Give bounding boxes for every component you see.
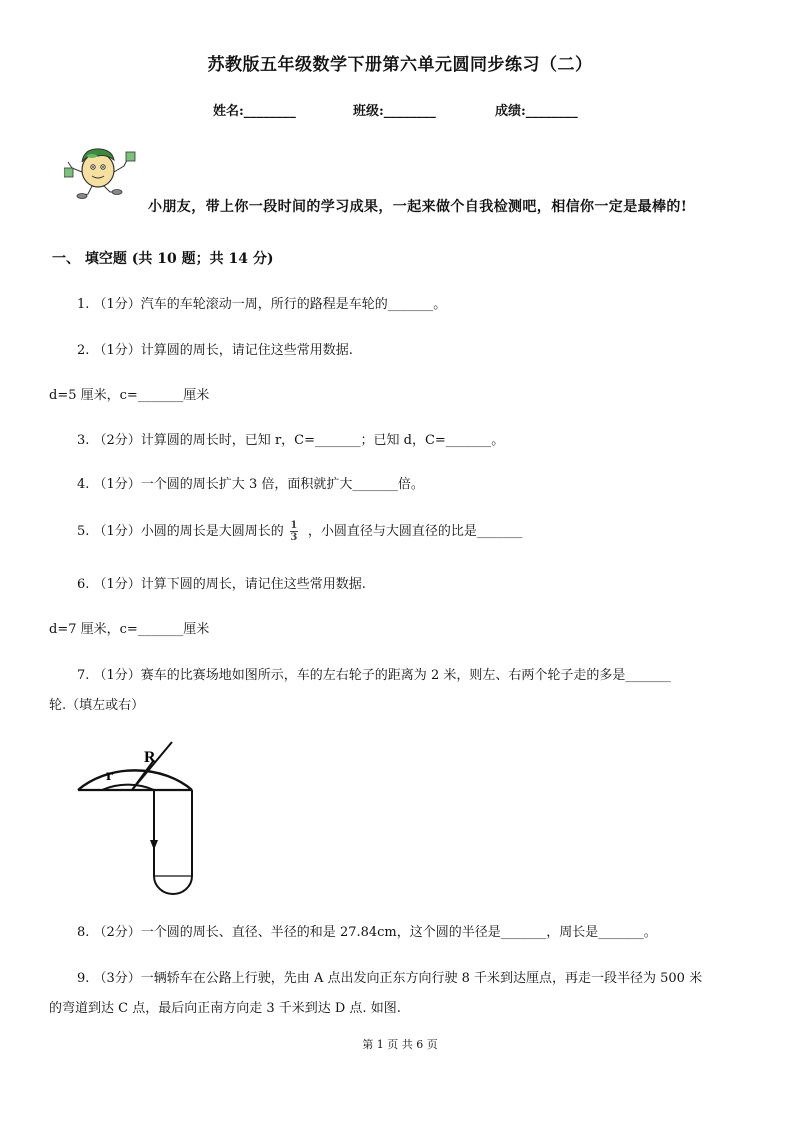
question-2: 2. （1分）计算圆的周长，请记住这些常用数据. — [77, 343, 353, 358]
question-8: 8. （2分）一个圆的周长、直径、半径的和是 27.84cm，这个圆的半径是_______，周长是_______。 — [77, 925, 657, 940]
class-field: 班级:________ — [353, 104, 436, 119]
page-title: 苏教版五年级数学下册第六单元圆同步练习（二） — [207, 55, 593, 75]
question-4: 4. （1分）一个圆的周长扩大 3 倍，面积就扩大_______倍。 — [77, 477, 424, 492]
question-2-sub: d=5 厘米，c=_______厘米 — [49, 388, 210, 403]
question-6-sub: d=7 厘米，c=_______厘米 — [49, 622, 210, 637]
question-1: 1. （1分）汽车的车轮滚动一周，所行的路程是车轮的_______。 — [77, 297, 447, 312]
question-5 — [77, 520, 522, 543]
intro-text: 小朋友，带上你一段时间的学习成果，一起来做个自我检测吧，相信你一定是最棒的! — [148, 199, 688, 215]
question-6: 6. （1分）计算下圆的周长，请记住这些常用数据. — [77, 577, 366, 592]
label-R: R — [144, 749, 156, 766]
question-5-prefix: 5. （1分）小圆的周长是大圆周长的 — [77, 524, 284, 539]
name-field: 姓名:________ — [213, 104, 296, 119]
bottom-arc — [154, 876, 192, 894]
label-r: r — [106, 767, 114, 784]
race-track-figure — [74, 728, 204, 900]
question-3: 3. （2分）计算圆的周长时，已知 r，C=_______；已知 d，C=_______。 — [77, 433, 505, 448]
section-heading: 一、 填空题 (共 10 题；共 14 分) — [52, 251, 274, 267]
question-9-line2: 的弯道到达 C 点，最后向正南方向走 3 千米到达 D 点. 如图. — [49, 1001, 401, 1016]
question-9-line1: 9. （3分）一辆轿车在公路上行驶，先由 A 点出发向正东方向行驶 8 千米到达厘点，再走一段半径为 500 米 — [77, 971, 703, 986]
question-5-suffix: ，小圆直径与大圆直径的比是_______ — [307, 524, 523, 539]
arrow-down-icon — [150, 840, 158, 850]
question-7-line2: 轮.（填左或右） — [49, 698, 145, 713]
score-field: 成绩:________ — [495, 104, 578, 119]
fraction-numerator: 1 — [290, 520, 298, 531]
fraction-denominator: 3 — [290, 532, 298, 543]
question-7-line1: 7. （1分）赛车的比赛场地如图所示，车的左右轮子的距离为 2 米，则左、右两个轮子走的多是_______ — [77, 668, 671, 683]
cartoon-boy-icon — [64, 142, 138, 202]
fraction-one-third — [290, 520, 298, 543]
page-footer: 第 1 页 共 6 页 — [362, 1038, 438, 1051]
